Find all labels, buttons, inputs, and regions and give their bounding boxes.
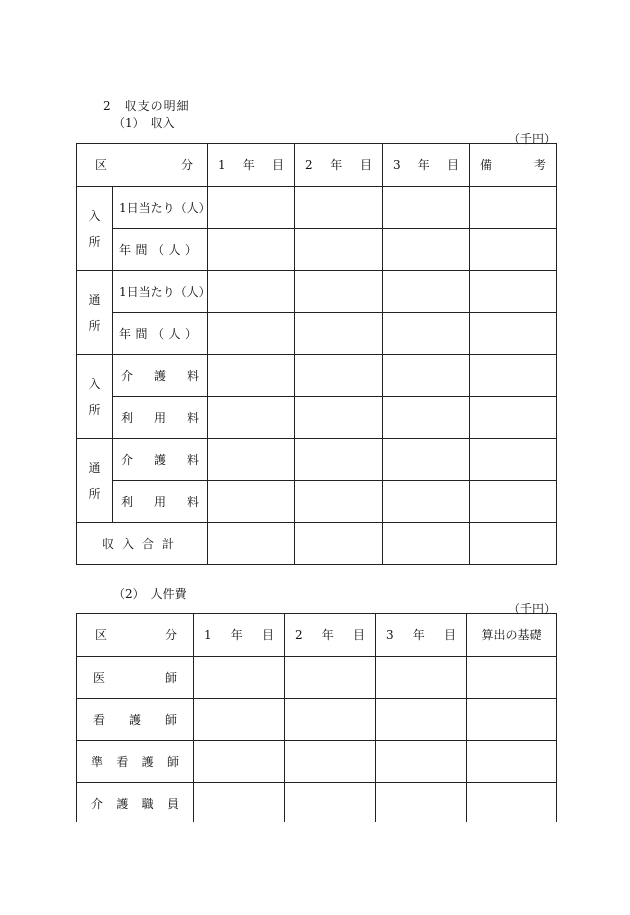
row-label xyxy=(113,313,208,355)
value-cell[interactable] xyxy=(194,699,285,741)
table-row xyxy=(77,783,557,825)
section-title-personnel: （2） 人件費 xyxy=(113,587,187,601)
row-label-nurse xyxy=(77,699,194,741)
header-year2-a: 年 xyxy=(330,158,343,172)
table-row xyxy=(77,439,557,481)
table-row xyxy=(77,397,557,439)
header-year3-b: 目 xyxy=(443,628,456,642)
value-cell[interactable] xyxy=(208,313,295,355)
row-label-char: 看 xyxy=(116,754,129,769)
value-cell[interactable] xyxy=(470,397,557,439)
row-label-char: 看 xyxy=(93,712,106,727)
value-cell[interactable] xyxy=(285,657,376,699)
row-label-char: 人 xyxy=(168,326,181,341)
header-year3 xyxy=(383,144,470,187)
header-year2 xyxy=(285,614,376,657)
row-label-char: 料 xyxy=(186,452,199,467)
row-label-char: 護 xyxy=(141,754,154,769)
table-row xyxy=(77,271,557,313)
header-year2-num: 2 xyxy=(295,628,303,642)
row-label-char: 間 xyxy=(135,326,148,341)
header-year1-num: 1 xyxy=(218,158,226,172)
value-cell[interactable] xyxy=(295,397,383,439)
value-cell[interactable] xyxy=(208,523,295,565)
value-cell[interactable] xyxy=(208,229,295,271)
header-year1-a: 年 xyxy=(242,158,255,172)
value-cell[interactable] xyxy=(470,439,557,481)
section-title-income: （1） 収入 xyxy=(113,116,175,130)
value-cell[interactable] xyxy=(470,229,557,271)
personnel-header-row xyxy=(77,614,557,657)
header-year1-num: 1 xyxy=(204,628,212,642)
header-category-left: 区 xyxy=(95,158,108,172)
value-cell[interactable] xyxy=(295,187,383,229)
table-row xyxy=(77,699,557,741)
value-cell[interactable] xyxy=(295,439,383,481)
header-year1-b: 目 xyxy=(271,158,284,172)
row-label-char: 年 xyxy=(119,242,132,257)
value-cell[interactable] xyxy=(376,699,467,741)
group-label-daycare xyxy=(77,271,113,355)
table-row xyxy=(77,355,557,397)
row-label xyxy=(113,229,208,271)
row-label-char: 員 xyxy=(166,796,179,811)
value-cell[interactable] xyxy=(376,783,467,825)
row-label-char: 利 xyxy=(121,494,134,509)
header-year1-a: 年 xyxy=(230,628,243,642)
header-category-left: 区 xyxy=(95,628,108,642)
value-cell[interactable] xyxy=(376,657,467,699)
value-cell[interactable] xyxy=(194,657,285,699)
header-remarks-right: 考 xyxy=(533,158,546,172)
row-label-char: 介 xyxy=(121,368,134,383)
value-cell[interactable] xyxy=(470,187,557,229)
group-char: 入 xyxy=(88,208,101,223)
value-cell[interactable] xyxy=(383,355,470,397)
header-year3 xyxy=(376,614,467,657)
row-label-assistant-nurse xyxy=(77,741,194,783)
row-label-doctor xyxy=(77,657,194,699)
row-label-char: 職 xyxy=(141,796,154,811)
row-label-char: ） xyxy=(184,326,197,341)
row-label-care-staff xyxy=(77,783,194,825)
header-year2-b: 目 xyxy=(359,158,372,172)
header-year2-num: 2 xyxy=(305,158,313,172)
value-cell[interactable] xyxy=(383,397,470,439)
row-label-char: 年 xyxy=(119,326,132,341)
value-cell[interactable] xyxy=(383,523,470,565)
value-cell[interactable] xyxy=(383,187,470,229)
header-category xyxy=(77,614,194,657)
page-cut-mask xyxy=(76,822,557,830)
table-row xyxy=(77,187,557,229)
total-label-text: 収入合計 xyxy=(101,536,182,551)
row-label-char: 護 xyxy=(116,796,129,811)
header-year2 xyxy=(295,144,383,187)
group-label-admission-fees xyxy=(77,355,113,439)
group-char: 入 xyxy=(88,376,101,391)
document-heading: 2 収支の明細 xyxy=(103,99,190,113)
header-year3-a: 年 xyxy=(417,158,430,172)
table-row xyxy=(77,313,557,355)
row-label-char: 利 xyxy=(121,410,134,425)
value-cell[interactable] xyxy=(194,741,285,783)
row-label-char: 護 xyxy=(153,452,166,467)
row-label-char: ） xyxy=(184,242,197,257)
value-cell[interactable] xyxy=(383,481,470,523)
table-row xyxy=(77,481,557,523)
value-cell[interactable] xyxy=(208,271,295,313)
value-cell[interactable] xyxy=(285,699,376,741)
header-remarks-left: 備 xyxy=(480,158,493,172)
value-cell[interactable] xyxy=(295,271,383,313)
row-label xyxy=(113,355,208,397)
value-cell[interactable] xyxy=(295,481,383,523)
header-year3-num: 3 xyxy=(393,158,401,172)
value-cell[interactable] xyxy=(295,313,383,355)
value-cell[interactable] xyxy=(208,481,295,523)
header-year2-b: 目 xyxy=(352,628,365,642)
value-cell[interactable] xyxy=(383,271,470,313)
total-row xyxy=(77,523,557,565)
value-cell[interactable] xyxy=(467,657,557,699)
value-cell[interactable] xyxy=(467,783,557,825)
value-cell[interactable] xyxy=(383,439,470,481)
header-year2-a: 年 xyxy=(321,628,334,642)
group-label-daycare-fees xyxy=(77,439,113,523)
income-table xyxy=(76,143,557,565)
header-year3-b: 目 xyxy=(446,158,459,172)
header-year1-b: 目 xyxy=(261,628,274,642)
row-label-char: 護 xyxy=(153,368,166,383)
group-char: 通 xyxy=(88,292,101,307)
header-basis xyxy=(467,614,557,657)
value-cell[interactable] xyxy=(208,397,295,439)
unit-label-personnel: （千円） xyxy=(508,602,557,616)
row-label xyxy=(113,481,208,523)
row-label-char: 用 xyxy=(153,410,166,425)
value-cell[interactable] xyxy=(383,313,470,355)
row-label-char: 人 xyxy=(168,242,181,257)
value-cell[interactable] xyxy=(470,355,557,397)
table-row xyxy=(77,229,557,271)
group-label-admission xyxy=(77,187,113,271)
value-cell[interactable] xyxy=(467,741,557,783)
row-label-char: 師 xyxy=(166,754,179,769)
row-label-char: 料 xyxy=(186,368,199,383)
row-label-char: 料 xyxy=(186,494,199,509)
value-cell[interactable] xyxy=(285,741,376,783)
row-label xyxy=(113,271,211,313)
group-char: 所 xyxy=(88,402,101,417)
value-cell[interactable] xyxy=(295,355,383,397)
value-cell[interactable] xyxy=(470,271,557,313)
value-cell[interactable] xyxy=(470,523,557,565)
value-cell[interactable] xyxy=(467,699,557,741)
value-cell[interactable] xyxy=(376,741,467,783)
row-label-char: 間 xyxy=(135,242,148,257)
group-char: 所 xyxy=(88,486,101,501)
total-label xyxy=(77,523,208,565)
header-year1 xyxy=(194,614,285,657)
value-cell[interactable] xyxy=(383,229,470,271)
table-row xyxy=(77,657,557,699)
row-label-text: 1日当たり（人） xyxy=(119,284,211,299)
group-char: 通 xyxy=(88,460,101,475)
header-year1 xyxy=(208,144,295,187)
header-category-right: 分 xyxy=(164,628,177,642)
row-label-char: （ xyxy=(151,326,164,341)
row-label-char: 用 xyxy=(153,494,166,509)
header-category-right: 分 xyxy=(180,158,193,172)
value-cell[interactable] xyxy=(208,187,295,229)
row-label-char: 準 xyxy=(91,754,104,769)
row-label-char: 料 xyxy=(186,410,199,425)
row-label-char: （ xyxy=(151,242,164,257)
unit-label-income: （千円） xyxy=(508,132,557,146)
income-header-row xyxy=(77,144,557,187)
header-year3-a: 年 xyxy=(412,628,425,642)
row-label-char: 介 xyxy=(91,796,104,811)
row-label-char: 医 xyxy=(93,670,106,685)
row-label-char: 護 xyxy=(128,712,141,727)
value-cell[interactable] xyxy=(470,481,557,523)
value-cell[interactable] xyxy=(208,355,295,397)
row-label xyxy=(113,187,211,229)
header-basis-text: 算出の基礎 xyxy=(481,628,542,642)
value-cell[interactable] xyxy=(470,313,557,355)
header-remarks xyxy=(470,144,557,187)
row-label-text: 1日当たり（人） xyxy=(119,200,211,215)
value-cell[interactable] xyxy=(295,229,383,271)
row-label-char: 師 xyxy=(164,670,177,685)
group-char: 所 xyxy=(88,318,101,333)
personnel-table xyxy=(76,613,557,825)
row-label-char: 介 xyxy=(121,452,134,467)
header-year3-num: 3 xyxy=(386,628,394,642)
group-char: 所 xyxy=(88,234,101,249)
table-row xyxy=(77,741,557,783)
value-cell[interactable] xyxy=(295,523,383,565)
value-cell[interactable] xyxy=(194,783,285,825)
value-cell[interactable] xyxy=(208,439,295,481)
row-label xyxy=(113,397,208,439)
value-cell[interactable] xyxy=(285,783,376,825)
header-category xyxy=(77,144,208,187)
row-label xyxy=(113,439,208,481)
row-label-char: 師 xyxy=(164,712,177,727)
